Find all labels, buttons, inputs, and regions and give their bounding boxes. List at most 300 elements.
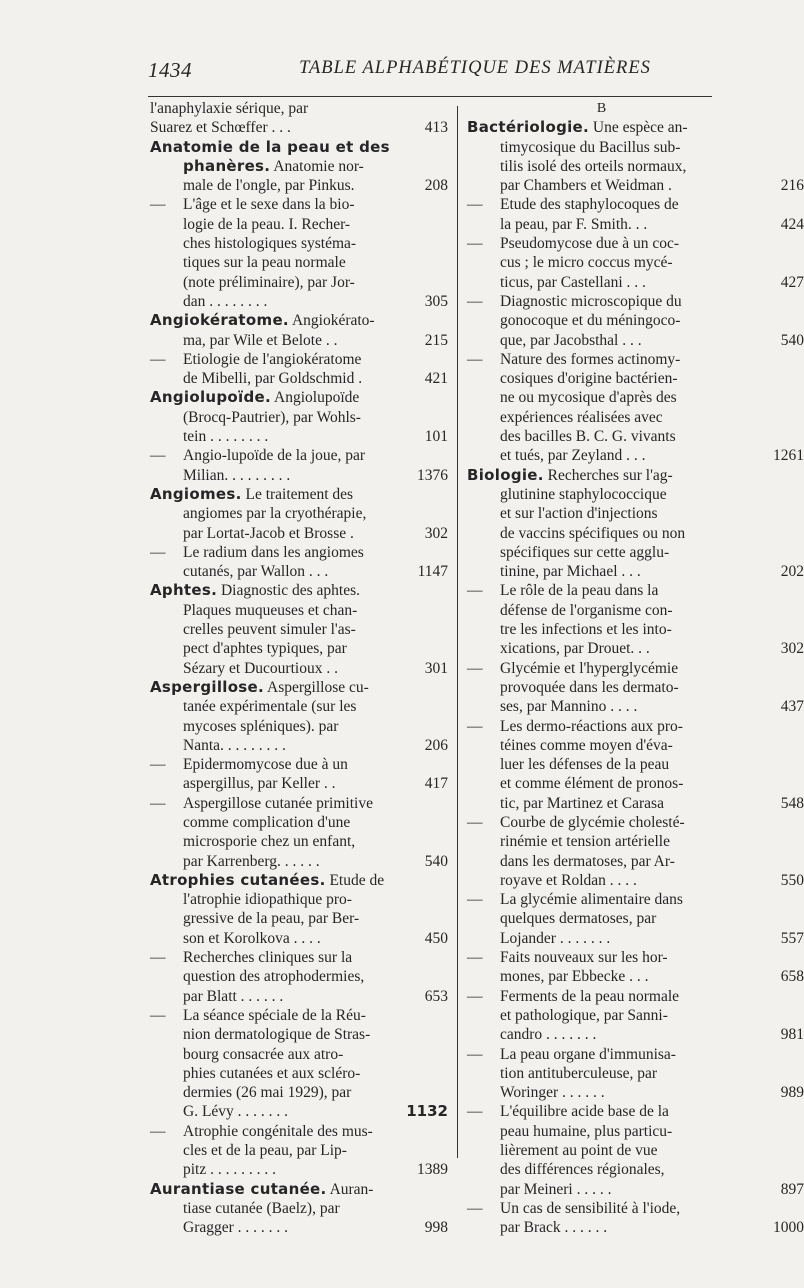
entry-text: des différences régionales, [500,1161,665,1179]
entry-text: dans les dermatoses, par Ar- [500,852,675,870]
entry-text: pitz . . . . . . . . . [183,1161,276,1179]
entry-text: et sur l'action d'injections [500,505,658,523]
index-line [150,273,444,292]
index-line [150,1025,444,1044]
entry-text: gressive de la peau, par Ber- [183,910,360,928]
index-line [150,1218,448,1237]
index-line [150,794,444,813]
index-line [150,1064,444,1083]
index-heading: Aspergillose. [150,677,265,696]
index-line [150,504,444,523]
index-line [467,543,766,562]
index-line [150,1102,448,1121]
index-line [150,909,444,928]
index-line [150,543,444,562]
entry-dash: — [467,1103,483,1121]
index-line [150,929,448,948]
index-line [467,1122,766,1141]
index-line [467,1102,766,1121]
page-reference: 540 [424,852,448,870]
entry-text: Nature des formes actinomy- [500,350,681,368]
entry-text: Lojander . . . . . . . [500,929,611,947]
index-line [467,485,766,504]
index-line [150,292,448,311]
index-line [150,1199,444,1218]
entry-dash: — [150,196,166,214]
index-line [150,562,448,581]
index-line [467,292,766,311]
entry-text: dermies (26 mai 1929), par [183,1084,352,1102]
entry-text: bourg consacrée aux atro- [183,1045,344,1063]
index-line [467,717,766,736]
page-reference: 302 [424,524,448,542]
entry-text: ches histologiques systéma- [183,235,357,253]
index-line [467,273,804,292]
entry-text: ne ou mycosique d'après des [500,389,677,407]
index-line [150,832,444,851]
entry-text: tinine, par Michael . . . [500,563,641,581]
entry-dash: — [467,717,483,735]
entry-text: mycoses spléniques). par [183,717,339,735]
entry-text: défense de l'organisme con- [500,601,673,619]
entry-text: tilis isolé des orteils normaux, [500,157,687,175]
entry-text: xications, par Drouet. . . [500,640,650,658]
entry-text: Nanta. . . . . . . . . [183,736,286,754]
index-line [150,659,448,678]
entry-text: Etiologie de l'angiokératome [183,350,362,368]
entry-text: Anatomie nor- [273,157,364,175]
entry-text: Angiokérato- [291,312,375,330]
header-rule [148,96,712,97]
entry-text: lièrement au point de vue [500,1142,658,1160]
index-heading: Biologie. [467,465,544,484]
entry-text: La peau organe d'immunisa- [500,1045,676,1063]
index-line [467,427,766,446]
entry-text: L'âge et le sexe dans la bio- [183,196,355,214]
index-line [150,717,444,736]
entry-text: Aspergillose cutanée primitive [183,794,373,812]
index-line [467,639,804,658]
entry-text: tre les infections et les into- [500,621,672,639]
index-line [467,987,766,1006]
index-line [467,234,766,253]
page-reference: 301 [424,659,448,677]
page-reference: 421 [424,370,448,388]
index-line [467,253,766,272]
entry-text: Pseudomycose due à un coc- [500,235,680,253]
entry-text: Auran- [329,1180,374,1198]
page-reference: 658 [780,968,804,986]
entry-text: timycosique du Bacillus sub- [500,138,681,156]
index-line [467,215,804,234]
index-line [467,774,766,793]
index-line [150,987,448,1006]
page-reference: 413 [424,119,448,137]
entry-text: logie de la peau. I. Recher- [183,215,351,233]
page-reference: 450 [424,929,448,947]
entry-dash: — [150,949,166,967]
index-line [467,967,804,986]
right-column [467,99,804,1238]
entry-text: Le traitement des [245,485,354,503]
page-reference: 215 [424,331,448,349]
index-line [467,350,766,369]
index-line [467,601,766,620]
entry-text: la peau, par F. Smith. . . [500,215,648,233]
index-line [467,929,804,948]
index-line [467,1199,766,1218]
entry-text: crelles peuvent simuler l'as- [183,621,356,639]
index-line [150,678,444,697]
entry-text: Angio-lupoïde de la joue, par [183,447,366,465]
entry-dash: — [150,756,166,774]
entry-text: Les dermo-réactions aux pro- [500,717,683,735]
index-line [467,1064,766,1083]
entry-dash: — [467,659,483,677]
page-reference: 548 [780,794,804,812]
index-heading: Bactériologie. [467,118,590,137]
entry-text: tiase cutanée (Baelz), par [183,1199,340,1217]
index-line [150,1083,444,1102]
entry-text: cosiques d'origine bactérien- [500,370,678,388]
entry-text: microsporie chez un enfant, [183,833,356,851]
index-line [467,871,804,890]
entry-dash: — [467,987,483,1005]
index-line [467,504,766,523]
entry-text: ses, par Mannino . . . . [500,698,638,716]
index-line [467,852,766,871]
entry-text: Recherches sur l'ag- [547,466,673,484]
page-reference: 1261 [773,447,804,465]
entry-text: royave et Roldan . . . . [500,871,637,889]
index-line [150,755,444,774]
index-line [150,408,444,427]
entry-text: de Mibelli, par Goldschmid . [183,370,363,388]
page-reference: 427 [780,273,804,291]
entry-text: La séance spéciale de la Réu- [183,1006,366,1024]
entry-dash: — [467,582,483,600]
index-line [150,1180,444,1199]
index-line [150,1045,444,1064]
index-line [150,157,444,176]
entry-text: cutanés, par Wallon . . . [183,563,329,581]
index-heading: Aurantiase cutanée. [150,1179,327,1198]
entry-text: phies cutanées et aux scléro- [183,1064,361,1082]
index-line [467,311,766,330]
entry-dash: — [467,1199,483,1217]
page-reference: 989 [780,1084,804,1102]
page-reference: 437 [780,698,804,716]
entry-text: L'équilibre acide base de la [500,1103,669,1121]
index-line [467,678,766,697]
entry-text: par Chambers et Weidman . [500,177,672,195]
page-reference: 1389 [417,1161,448,1179]
index-line [467,794,804,813]
index-line [467,408,766,427]
entry-text: luer les défenses de la peau [500,756,670,774]
entry-text: Suarez et Schœffer . . . [150,119,291,137]
index-line [467,1180,804,1199]
page-reference: 101 [424,428,448,446]
entry-text: par Brack . . . . . . [500,1219,608,1237]
entry-dash: — [467,1045,483,1063]
page-reference: 208 [424,177,448,195]
index-line [467,157,766,176]
index-line [150,466,448,485]
entry-text: gonocoque et du méningoco- [500,312,681,330]
index-line [150,581,444,600]
entry-text: quelques dermatoses, par [500,910,657,928]
index-line [467,659,766,678]
entry-text: des bacilles B. C. G. vivants [500,428,676,446]
entry-text: La glycémie alimentaire dans [500,891,683,909]
index-line [467,1141,766,1160]
index-line [150,967,444,986]
entry-text: par Meineri . . . . . [500,1180,612,1198]
index-heading: Atrophies cutanées. [150,870,326,889]
entry-text: (note préliminaire), par Jor- [183,273,355,291]
entry-dash: — [467,813,483,831]
index-line [467,697,804,716]
index-line [467,890,766,909]
entry-dash: — [150,794,166,812]
entry-text: Recherches cliniques sur la [183,949,353,967]
page-reference: 1147 [417,563,448,581]
index-line [150,948,444,967]
page-reference: 897 [780,1180,804,1198]
index-line [150,890,444,909]
index-line [467,176,804,195]
entry-dash: — [467,196,483,214]
page-reference: 216 [780,177,804,195]
page-reference: 550 [780,871,804,889]
entry-text: que, par Jacobsthal . . . [500,331,642,349]
entry-dash: — [150,350,166,368]
entry-text: tein . . . . . . . . [183,428,269,446]
entry-dash: — [467,292,483,310]
entry-text: Ferments de la peau normale [500,987,680,1005]
entry-text: angiomes par la cryothérapie, [183,505,367,523]
index-line [467,581,766,600]
entry-text: tanée expérimentale (sur les [183,698,357,716]
index-line [150,195,444,214]
index-heading: Aphtes. [150,581,218,600]
index-line [467,195,766,214]
index-line [467,736,766,755]
entry-dash: — [467,949,483,967]
index-line [150,446,444,465]
entry-text: ma, par Wile et Belote . . [183,331,338,349]
index-line [150,427,448,446]
index-heading: Angiolupoïde. [150,388,271,407]
index-line [150,620,444,639]
entry-dash: — [150,1122,166,1140]
page-reference: 1376 [417,466,448,484]
entry-text: Un cas de sensibilité à l'iode, [500,1199,681,1217]
index-line [467,1160,766,1179]
entry-text: Diagnostic microscopique du [500,292,682,310]
entry-text: provoquée dans les dermato- [500,678,679,696]
index-line [467,1045,766,1064]
page-number: 1434 [148,58,192,82]
index-line [467,832,766,851]
entry-text: Gragger . . . . . . . [183,1219,289,1237]
index-line [467,524,766,543]
page-reference: 1132 [406,1102,448,1121]
index-line [467,1083,804,1102]
entry-text: et pathologique, par Sanni- [500,1006,668,1024]
entry-text: Atrophie congénitale des mus- [183,1122,373,1140]
index-line [150,852,448,871]
entry-text: Aspergillose cu- [267,678,369,696]
index-line [150,118,448,137]
index-line [467,446,804,465]
page-reference: 424 [780,215,804,233]
entry-text: par Karrenberg. . . . . . [183,852,320,870]
index-line [150,99,444,118]
entry-text: cus ; le micro coccus mycé- [500,254,673,272]
index-line [150,601,444,620]
page-reference: 540 [780,331,804,349]
index-line [150,388,444,407]
entry-text: Etude des staphylocoques de [500,196,679,214]
entry-text: téines comme moyen d'éva- [500,736,673,754]
entry-text: cles et de la peau, par Lip- [183,1142,347,1160]
entry-text: tion antituberculeuse, par [500,1064,658,1082]
column-divider [457,106,458,1158]
entry-text: Courbe de glycémie cholesté- [500,813,685,831]
index-line [150,736,448,755]
index-line [150,639,444,658]
page-reference: 998 [424,1219,448,1237]
entry-text: G. Lévy . . . . . . . [183,1103,289,1121]
entry-text: rinémie et tension artérielle [500,833,670,851]
index-line [467,948,766,967]
entry-text: Sézary et Ducourtioux . . [183,659,338,677]
entry-text: de vaccins spécifiques ou non [500,524,686,542]
entry-dash: — [150,447,166,465]
entry-text: par Lortat-Jacob et Brosse . [183,524,354,542]
index-line [467,909,766,928]
entry-dash: — [150,1006,166,1024]
index-line [467,331,804,350]
entry-text: tiques sur la peau normale [183,254,346,272]
index-line [150,311,444,330]
index-line [150,234,444,253]
index-heading: Angiokératome. [150,311,289,330]
index-line [150,138,444,157]
entry-text: Etude de [329,871,385,889]
entry-text: Plaques muqueuses et chan- [183,601,358,619]
index-line [467,138,766,157]
section-letter: B [596,101,607,116]
index-line [150,253,444,272]
entry-text: comme complication d'une [183,813,351,831]
page-reference: 202 [780,563,804,581]
index-heading: Anatomie de la peau et des [150,137,390,156]
entry-text: par Blatt . . . . . . [183,987,284,1005]
index-heading: Angiomes. [150,484,242,503]
index-line [150,1160,448,1179]
entry-dash: — [467,235,483,253]
index-line [150,215,444,234]
entry-text: Glycémie et l'hyperglycémie [500,659,679,677]
index-line [467,562,804,581]
entry-text: Une espèce an- [592,119,688,137]
entry-text: Woringer . . . . . . [500,1084,605,1102]
index-line [150,485,444,504]
entry-text: tic, par Martinez et Carasa [500,794,664,812]
index-line [150,774,448,793]
entry-text: Le rôle de la peau dans la [500,582,659,600]
index-line [467,620,766,639]
entry-text: son et Korolkova . . . . [183,929,321,947]
page-reference: 206 [424,736,448,754]
page-reference: 981 [780,1026,804,1044]
left-column [150,99,448,1238]
index-line [150,524,448,543]
entry-dash: — [467,350,483,368]
index-line [467,1218,804,1237]
entry-text: Faits nouveaux sur les hor- [500,949,668,967]
entry-text: male de l'ongle, par Pinkus. [183,177,355,195]
entry-text: et comme élément de pronos- [500,775,684,793]
index-line [150,176,448,195]
entry-text: et tués, par Zeyland . . . [500,447,646,465]
entry-dash: — [467,891,483,909]
index-line [467,369,766,388]
index-line [150,1122,444,1141]
running-title: TABLE ALPHABÉTIQUE DES MATIÈRES [299,58,651,78]
entry-text: expériences réalisées avec [500,408,663,426]
index-line [150,697,444,716]
index-line [467,813,766,832]
entry-text: candro . . . . . . . [500,1026,597,1044]
index-line [467,388,766,407]
entry-text: Milian. . . . . . . . . [183,466,291,484]
entry-text: (Brocq-Pautrier), par Wohls- [183,408,361,426]
index-line [150,1006,444,1025]
entry-text: spécifiques sur cette agglu- [500,543,670,561]
entry-text: Diagnostic des aphtes. [220,582,361,600]
entry-text: peau humaine, plus particu- [500,1122,673,1140]
page-reference: 1000 [773,1219,804,1237]
entry-text: l'anaphylaxie sérique, par [150,100,309,117]
entry-text: pect d'aphtes typiques, par [183,640,347,658]
index-line [467,118,766,137]
index-line [150,871,444,890]
entry-text: Le radium dans les angiomes [183,543,364,561]
entry-text: l'atrophie idiopathique pro- [183,891,352,909]
entry-text: Epidermomycose due à un [183,756,348,774]
index-line [467,755,766,774]
index-line [467,466,766,485]
entry-text: mones, par Ebbecke . . . [500,968,649,986]
page-reference: 557 [780,929,804,947]
page-reference: 417 [424,775,448,793]
entry-dash: — [150,543,166,561]
index-line [150,350,444,369]
page-reference: 305 [424,292,448,310]
index-line [150,1141,444,1160]
entry-text: ticus, par Castellani . . . [500,273,646,291]
entry-text: dan . . . . . . . . [183,292,268,310]
entry-text: Angiolupoïde [274,389,360,407]
entry-text: nion dermatologique de Stras- [183,1026,371,1044]
index-line [150,331,448,350]
page-reference: 653 [424,987,448,1005]
entry-text: glutinine staphylococcique [500,485,667,503]
